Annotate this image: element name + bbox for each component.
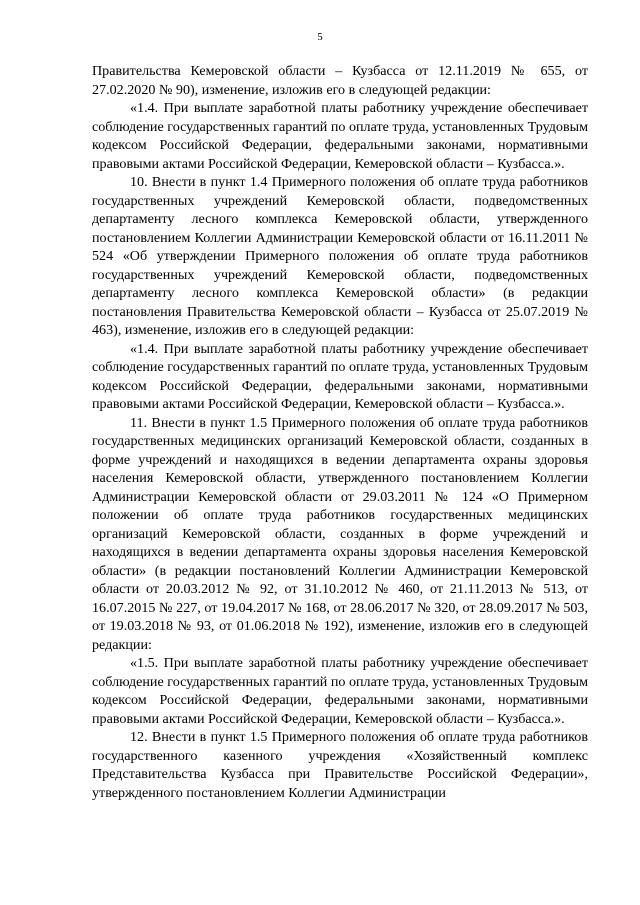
paragraph-quoted-clause-1-5: «1.5. При выплате заработной платы работнику учреждение обеспечивает соблюдение государственных гарантий по оплате труда, установленных Трудовым кодексом Российской Федерации, федеральными законами, нормативными правовыми актами Российской Федерации, Кемеровской области – Кузбасса.». [92,655,588,727]
paragraph-quoted-clause-1-4-forestry: «1.4. При выплате заработной платы работнику учреждение обеспечивает соблюдение государственных гарантий по оплате труда, установленных Трудовым кодексом Российской Федерации, федеральными законами, нормативными правовыми актами Российской Федерации, Кемеровской области – Кузбасса.». [92,340,588,412]
paragraph-continuation: Правительства Кемеровской области – Кузбасса от 12.11.2019 № 655, от 27.02.2020 № 90), изменение, изложив его в следующей редакции: [92,63,588,98]
document-body [92,62,588,802]
page-number: 5 [317,31,323,43]
paragraph-item-12: 12. Внести в пункт 1.5 Примерного положения об оплате труда работников государственного казенного учреждения «Хозяйственный комплекс Представительства Кузбасса при Правительстве Российской Федерации», утвержденного постановлением Коллегии Администрации [92,729,588,801]
paragraph-item-10: 10. Внести в пункт 1.4 Примерного положения об оплате труда работников государственных учреждений Кемеровской области, подведомственных департаменту лесного комплекса Кемеровской области, утвержденного постановлением Коллегии Администрации Кемеровской области от 16.11.2011 № 524 «Об утверждении Примерного положения об оплате труда работников государственных учреждений Кемеровской области, подведомственных департаменту лесного комплекса Кемеровской области» (в редакции постановления Правительства Кемеровской области – Кузбасса от 25.07.2019 № 463), изменение, изложив его в следующей редакции: [92,174,588,338]
paragraph-item-11: 11. Внести в пункт 1.5 Примерного положения об оплате труда работников государственных медицинских организаций Кемеровской области, созданных в форме учреждений и находящихся в ведении департамента охраны здоровья населения Кемеровской области, утвержденного постановлением Коллегии Администрации Кемеровской области от 29.03.2011 № 124 «О Примерном положении об оплате труда работников государственных медицинских организаций Кемеровской области, созданных в форме учреждений и находящихся в ведении департамента охраны здоровья населения Кемеровской области» (в редакции постановлений Коллегии Администрации Кемеровской области от 20.03.2012 № 92, от 31.10.2012 № 460, от 21.11.2013 № 513, от 16.07.2015 № 227, от 19.04.2017 № 168, от 28.06.2017 № 320, от 28.09.2017 № 503, от 19.03.2018 № 93, от 01.06.2018 № 192), изменение, изложив его в следующей редакции: [92,414,588,653]
paragraph-quoted-clause-1-4: «1.4. При выплате заработной платы работнику учреждение обеспечивает соблюдение государственных гарантий по оплате труда, установленных Трудовым кодексом Российской Федерации, федеральными законами, нормативными правовыми актами Российской Федерации, Кемеровской области – Кузбасса.». [92,100,588,172]
